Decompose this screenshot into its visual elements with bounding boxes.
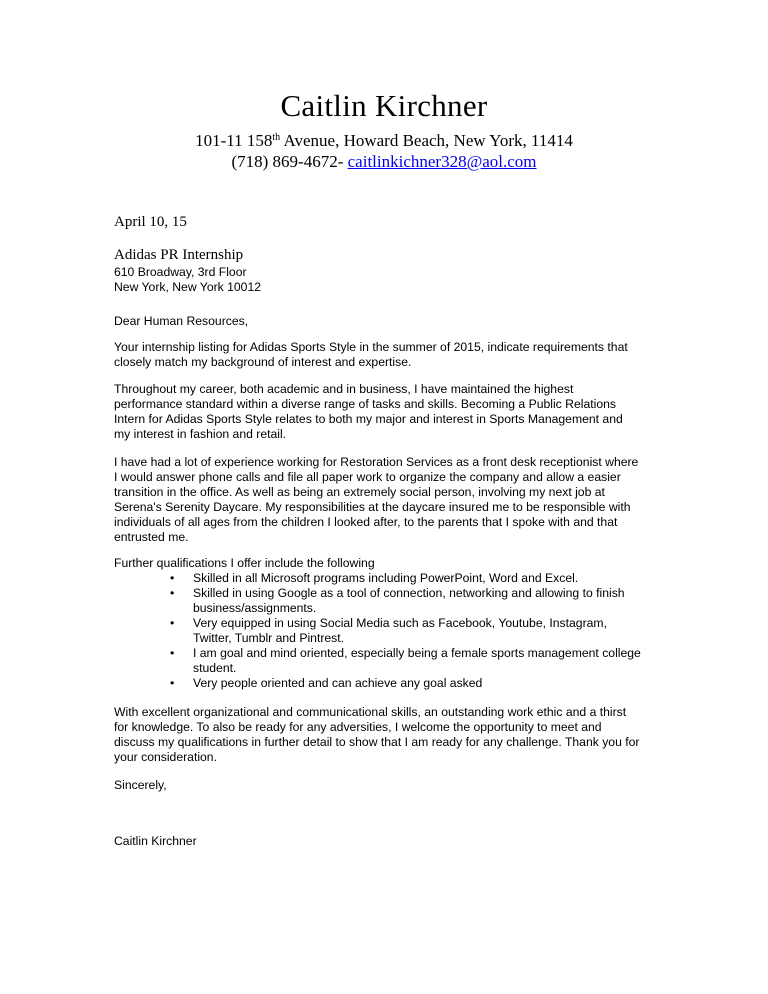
sender-contact [0,152,768,172]
address-ordinal-suffix: th [272,132,281,143]
paragraph-line: Serena's Serenity Daycare. My responsibilities at the daycare insured me to be responsible with [114,500,631,514]
letter-date: April 10, 15 [114,214,187,230]
list-item [0,676,768,691]
bullet-icon: • [170,616,175,630]
list-item [0,571,768,586]
list-item-line: student. [193,661,237,675]
paragraph-line: my interest in fashion and retail. [114,427,287,441]
list-item-line: Twitter, Tumblr and Pintrest. [193,631,345,645]
list-item-line: Skilled in using Google as a tool of connection, networking and allowing to finish [193,586,625,600]
list-item [0,586,768,616]
recipient-street: 610 Broadway, 3rd Floor [114,265,247,279]
address-rest: Avenue, Howard Beach, New York, 11414 [280,131,573,150]
qualifications-list [0,571,768,691]
bullet-icon: • [170,646,175,660]
paragraph-line: transition in the office. As well as being an extremely social person, involving my next job at [114,485,605,499]
bullet-icon: • [170,571,175,585]
recipient-company: Adidas PR Internship [114,247,244,263]
signature-name: Caitlin Kirchner [114,834,197,848]
paragraph-line: I have had a lot of experience working for Restoration Services as a front desk receptionist where [114,455,639,469]
paragraph-line: closely match my background of interest and expertise. [114,355,412,369]
sender-name: Caitlin Kirchner [280,88,488,123]
paragraph-line: I would answer phone calls and file all paper work to organize the company and allow a easier [114,470,621,484]
paragraph-1 [114,340,674,370]
list-item-line: I am goal and mind oriented, especially being a female sports management college [193,646,641,660]
paragraph-line: entrusted me. [114,530,189,544]
sender-address [0,131,768,151]
bullet-icon: • [170,586,175,600]
list-item [0,646,768,676]
paragraph-line: Intern for Adidas Sports Style relates to both my major and interest in Sports Management and [114,412,623,426]
paragraph-line: for knowledge. To also be ready for any adversities, I welcome the opportunity to meet and [114,720,602,734]
paragraph-2 [114,382,674,442]
list-item [0,616,768,646]
salutation: Dear Human Resources, [114,314,249,328]
recipient-city: New York, New York 10012 [114,280,262,294]
paragraph-line: performance standard within a diverse range of tasks and skills. Becoming a Public Relations [114,397,616,411]
paragraph-line: individuals of all ages from the children I looked after, to the parents that I spoke with and that [114,515,618,529]
paragraph-line: Your internship listing for Adidas Sports Style in the summer of 2015, indicate requirements that [114,340,628,354]
sender-email-link[interactable]: caitlinkichner328@aol.com [347,152,537,171]
paragraph-line: discuss my qualifications in further detail to show that I am ready for any challenge. Thank you for [114,735,640,749]
bullet-icon: • [170,676,175,690]
closing: Sincerely, [114,778,167,792]
recipient-address [114,265,674,295]
list-item-line: Skilled in all Microsoft programs including PowerPoint, Word and Excel. [193,571,579,585]
paragraph-line: your consideration. [114,750,217,764]
address-number: 101-11 158 [195,131,273,150]
list-item-line: business/assignments. [193,601,317,615]
paragraph-line: Throughout my career, both academic and in business, I have maintained the highest [114,382,574,396]
sender-phone: (718) 869-4672- [231,152,348,171]
paragraph-line: With excellent organizational and communicational skills, an outstanding work ethic and a thirst [114,705,627,719]
list-item-line: Very people oriented and can achieve any goal asked [193,676,483,690]
list-item-line: Very equipped in using Social Media such as Facebook, Youtube, Instagram, [193,616,607,630]
paragraph-3 [114,455,674,545]
qualifications-intro: Further qualifications I offer include the following [114,556,375,570]
paragraph-4 [114,705,674,765]
